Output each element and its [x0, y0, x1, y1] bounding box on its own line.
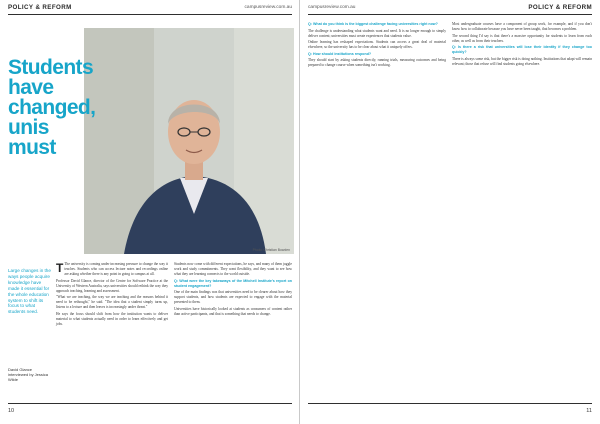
left-column-2: [174, 262, 292, 318]
paragraph: Universities have historically looked at students as consumers of content rather than active participants, and that is something that needs to change.: [174, 306, 292, 316]
photo-credit: Photo: Christian Bowden: [252, 248, 290, 252]
right-column-1: [308, 22, 446, 70]
paragraph: He says the focus should shift from how the institution wants to deliver material to what students actually need in order to learn effectively and get jobs.: [56, 311, 168, 326]
dropcap: T: [56, 260, 64, 275]
left-header: [0, 0, 300, 14]
paragraph: Most undergraduate courses have a component of group work, for example, and if you don't know how to collaborate because you have never been taught, that becomes a problem.: [452, 22, 592, 31]
paragraph: Professor David Glance, director of the Centre for Software Practice at the University of Western Australia, says universities should rethink the way they approach teaching, learning and assessment.: [56, 278, 168, 293]
paragraph: Online learning has reshaped expectations. Students can access a great deal of material elsewhere, so the university has to be clear about what it uniquely offers.: [308, 40, 446, 50]
site-url[interactable]: campusreview.com.au: [308, 4, 356, 10]
paragraph: One of the main findings was that universities need to be clearer about how they support students, and how students are expected to engage with the material presented to them.: [174, 290, 292, 305]
right-page: [300, 0, 600, 424]
header-rule: [8, 14, 292, 15]
left-column-1: [56, 262, 168, 328]
header-rule: [308, 14, 592, 15]
portrait-illustration: [84, 28, 294, 254]
site-url[interactable]: campusreview.com.au: [244, 4, 292, 10]
article-photo: [84, 28, 294, 254]
section-label: POLICY & REFORM: [8, 3, 72, 11]
paragraph: Students now come with different expectations, he says, and many of them juggle work and study commitments. They want flexibility, and they want to see how what they are learning connects to the world outside.: [174, 262, 292, 276]
paragraph: They should start by asking students directly, running trials, measuring outcomes and being prepared to change course when something isn't working.: [308, 58, 446, 68]
paragraph: The second thing I'd say is that there's a massive opportunity for students to learn from each other, as well as from their teachers.: [452, 33, 592, 43]
question: Q: How should institutions respond?: [308, 51, 372, 56]
right-header: [300, 0, 600, 14]
article-intro: Large changes in the ways people acquire knowledge have made it essential for the whole education system to shift its focus to what students need.: [8, 268, 51, 315]
article-headline: Students have changed, unis must: [8, 56, 96, 159]
page-number: 11: [586, 408, 592, 414]
paragraph: "What we are teaching, the way we are teaching and the reasons behind it need to be rethought," he said. "The idea that a student simply turns up, listens to a lecture and then leaves is increasingly under threat.": [56, 295, 168, 310]
paragraph: T The university is coming under increasing pressure to change the way it teaches. Students who can access lecture notes and recordings online are asking whether there is any point in going to campus at all.: [56, 260, 168, 276]
right-column-2: [452, 22, 592, 68]
question: Q: Is there a risk that universities will lose their identity if they change too quickly?: [452, 45, 592, 55]
section-label: POLICY & REFORM: [528, 3, 592, 11]
footer-rule: [8, 403, 292, 404]
article-byline: David Glance interviewed by Jessica Wilde: [8, 367, 49, 382]
question: Q: What were the key takeaways of the Mitchell Institute's report on student engagement?: [174, 278, 292, 288]
paragraph: There is always some risk, but the bigger risk is doing nothing. Institutions that adapt will remain relevant; those that refuse will find students going elsewhere.: [452, 56, 592, 66]
footer-rule: [308, 403, 592, 404]
question: Q: What do you think is the biggest challenge facing universities right now?: [308, 22, 438, 26]
page-number: 10: [8, 408, 15, 414]
paragraph: The challenge is understanding what students want and need. It is no longer enough to simply deliver content; universities must create experiences that students value.: [308, 28, 446, 38]
